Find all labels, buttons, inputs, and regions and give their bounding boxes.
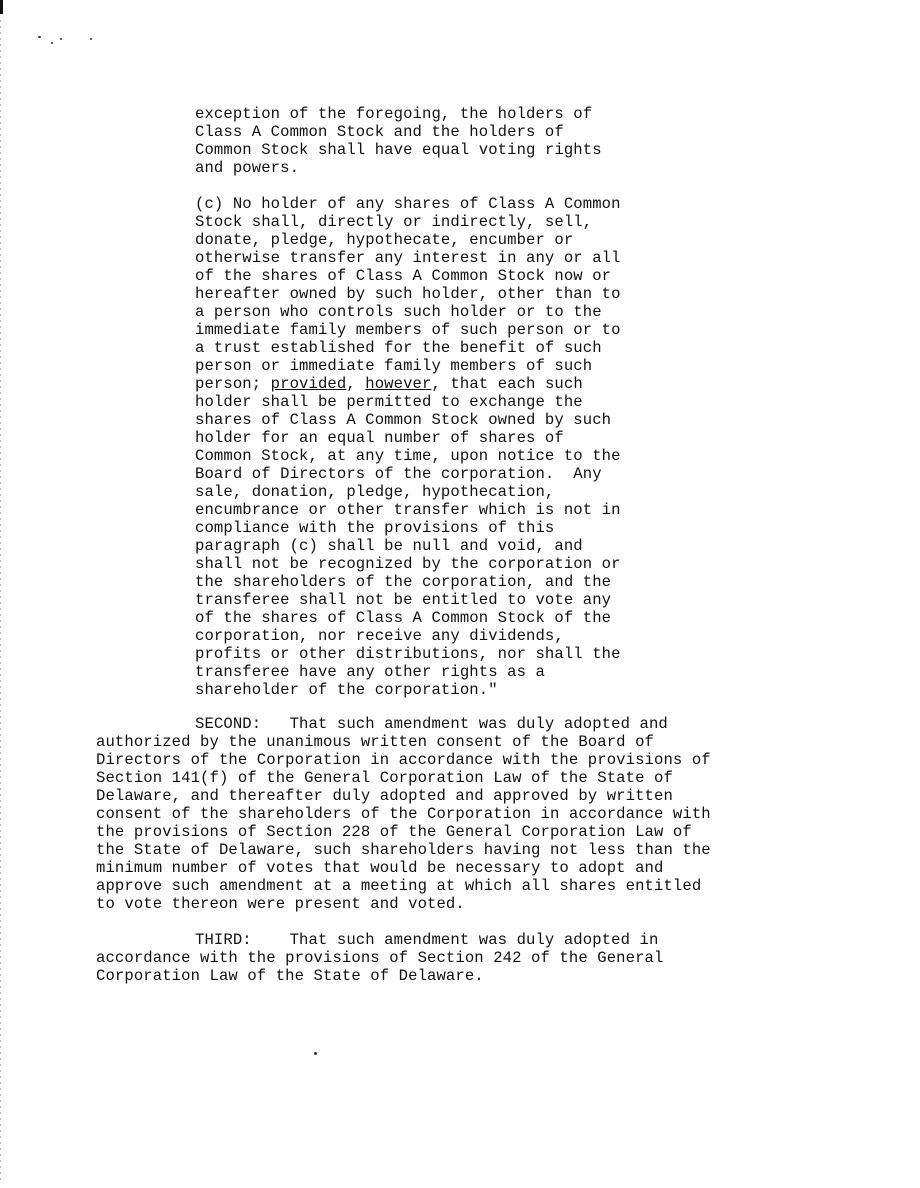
text-line: sale, donation, pledge, hypothecation, <box>195 483 555 501</box>
text-line: of the shares of Class A Common Stock now or <box>195 267 612 285</box>
text-line: holder for an equal number of shares of <box>195 429 564 447</box>
scan-speck <box>38 36 41 38</box>
text-line: donate, pledge, hypothecate, encumber or <box>195 231 574 249</box>
scan-left-edge <box>0 20 1 1180</box>
text-line: otherwise transfer any interest in any or all <box>195 249 621 267</box>
text-line: corporation, nor receive any dividends, <box>195 627 564 645</box>
text-line: exception of the foregoing, the holders of <box>195 105 593 123</box>
text-line: paragraph (c) shall be null and void, and <box>195 537 583 555</box>
text-line: to vote thereon were present and voted. <box>96 895 465 913</box>
however-term: however <box>365 375 432 393</box>
text-line: the State of Delaware, such shareholders having not less than the <box>96 841 711 859</box>
text-line: Common Stock, at any time, upon notice to the <box>195 447 621 465</box>
text-line: and powers. <box>195 159 300 177</box>
text-line: Board of Directors of the corporation. Any <box>195 465 602 483</box>
text-line: Directors of the Corporation in accordance with the provisions of <box>96 751 711 769</box>
proviso-separator: , <box>346 375 366 393</box>
second-first-line: SECOND: That such amendment was duly adopted and <box>195 715 668 733</box>
text-line: shall not be recognized by the corporation or <box>195 555 621 573</box>
text-line: Common Stock shall have equal voting rights <box>195 141 602 159</box>
text-line: person or immediate family members of such <box>195 357 593 375</box>
text-line: Section 141(f) of the General Corporation Law of the State of <box>96 769 673 787</box>
third-first-line: THIRD: That such amendment was duly adopted in <box>195 931 659 949</box>
text-line: Stock shall, directly or indirectly, sell, <box>195 213 593 231</box>
text-line: profits or other distributions, nor shall the <box>195 645 621 663</box>
scan-speck <box>51 42 53 44</box>
text-line: accordance with the provisions of Section 242 of the General <box>96 949 664 967</box>
scan-edge-mark <box>0 0 3 14</box>
text-line: immediate family members of such person or to <box>195 321 621 339</box>
text-line: transferee have any other rights as a <box>195 663 545 681</box>
text-line: encumbrance or other transfer which is not in <box>195 501 621 519</box>
text-line: transferee shall not be entitled to vote any <box>195 591 612 609</box>
text-line: the provisions of Section 228 of the General Corporation Law of <box>96 823 692 841</box>
proviso-prefix: person; <box>195 375 271 393</box>
text-line: shareholder of the corporation." <box>195 681 498 699</box>
text-line: approve such amendment at a meeting at which all shares entitled <box>96 877 702 895</box>
scan-speck <box>90 38 92 40</box>
text-line: consent of the shareholders of the Corporation in accordance with <box>96 805 711 823</box>
text-line: (c) No holder of any shares of Class A Common <box>195 195 621 213</box>
text-line: Delaware, and thereafter duly adopted and approved by written <box>96 787 673 805</box>
proviso-suffix: , that each such <box>431 375 583 393</box>
text-line: compliance with the provisions of this <box>195 519 555 537</box>
proviso-line <box>195 375 583 393</box>
provided-term: provided <box>270 375 347 393</box>
scan-speck <box>60 38 62 40</box>
text-line: a trust established for the benefit of such <box>195 339 602 357</box>
text-line: holder shall be permitted to exchange the <box>195 393 583 411</box>
text-line: minimum number of votes that would be necessary to adopt and <box>96 859 664 877</box>
text-line: hereafter owned by such holder, other than to <box>195 285 621 303</box>
scan-speck <box>314 1052 317 1055</box>
text-line: authorized by the unanimous written consent of the Board of <box>96 733 655 751</box>
text-line: Corporation Law of the State of Delaware. <box>96 967 484 985</box>
text-line: shares of Class A Common Stock owned by such <box>195 411 612 429</box>
text-line: the shareholders of the corporation, and the <box>195 573 612 591</box>
text-line: of the shares of Class A Common Stock of the <box>195 609 612 627</box>
text-line: Class A Common Stock and the holders of <box>195 123 564 141</box>
text-line: a person who controls such holder or to the <box>195 303 602 321</box>
